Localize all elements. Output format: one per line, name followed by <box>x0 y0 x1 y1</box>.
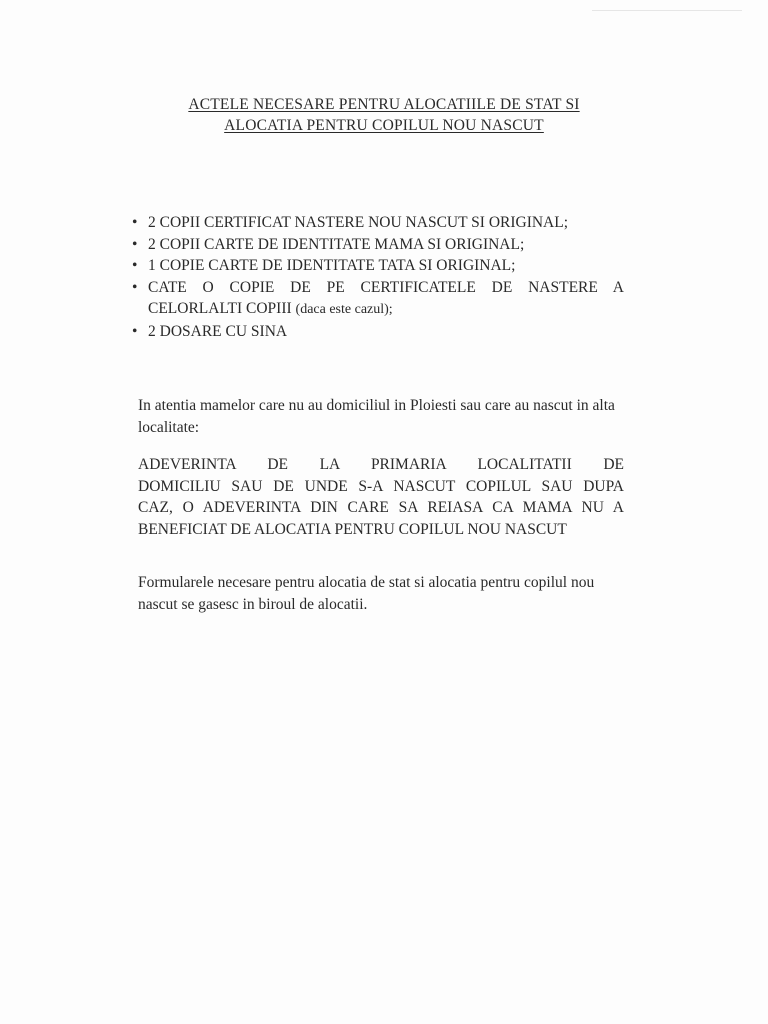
attention-paragraph: In atentia mamelor care nu au domiciliul in Ploiesti sau care au nascut in alta localitate: <box>138 397 615 436</box>
requirement-item <box>132 212 624 234</box>
certificate-line-4: BENEFICIAT DE ALOCATIA PENTRU COPILUL NOU NASCUT <box>138 520 567 538</box>
requirement-item <box>132 234 624 256</box>
requirement-note: (daca este cazul); <box>295 302 393 317</box>
requirement-text: 2 DOSARE CU SINA <box>148 322 288 340</box>
document-title <box>100 94 668 136</box>
forms-paragraph: Formularele necesare pentru alocatia de stat si alocatia pentru copilul nou nascut se gasesc in biroul de alocatii. <box>138 574 595 613</box>
requirement-text: 2 COPII CERTIFICAT NASTERE NOU NASCUT SI ORIGINAL; <box>148 214 569 231</box>
certificate-line-1: ADEVERINTA DE LA PRIMARIA LOCALITATII DE <box>138 456 624 473</box>
requirement-item <box>132 255 624 277</box>
requirement-text: 1 COPIE CARTE DE IDENTITATE TATA SI ORIGINAL; <box>148 257 516 274</box>
requirement-item <box>132 277 624 321</box>
certificate-paragraph <box>138 454 624 540</box>
requirements-list <box>132 212 624 342</box>
scan-artifact-line <box>592 10 742 11</box>
certificate-line-2: DOMICILIU SAU DE UNDE S-A NASCUT COPILUL SAU DUPA <box>138 477 624 495</box>
requirement-text: 2 COPII CARTE DE IDENTITATE MAMA SI ORIGINAL; <box>148 235 525 253</box>
title-line-1: ACTELE NECESARE PENTRU ALOCATIILE DE STAT SI <box>188 96 580 113</box>
certificate-line-3: CAZ, O ADEVERINTA DIN CARE SA REIASA CA MAMA NU A <box>138 499 624 516</box>
requirement-text: CATE O COPIE DE PE CERTIFICATELE DE NASTERE A CELORLALTI COPIII <box>148 278 624 317</box>
requirement-item <box>132 321 624 343</box>
title-line-2: ALOCATIA PENTRU COPILUL NOU NASCUT <box>224 117 544 134</box>
